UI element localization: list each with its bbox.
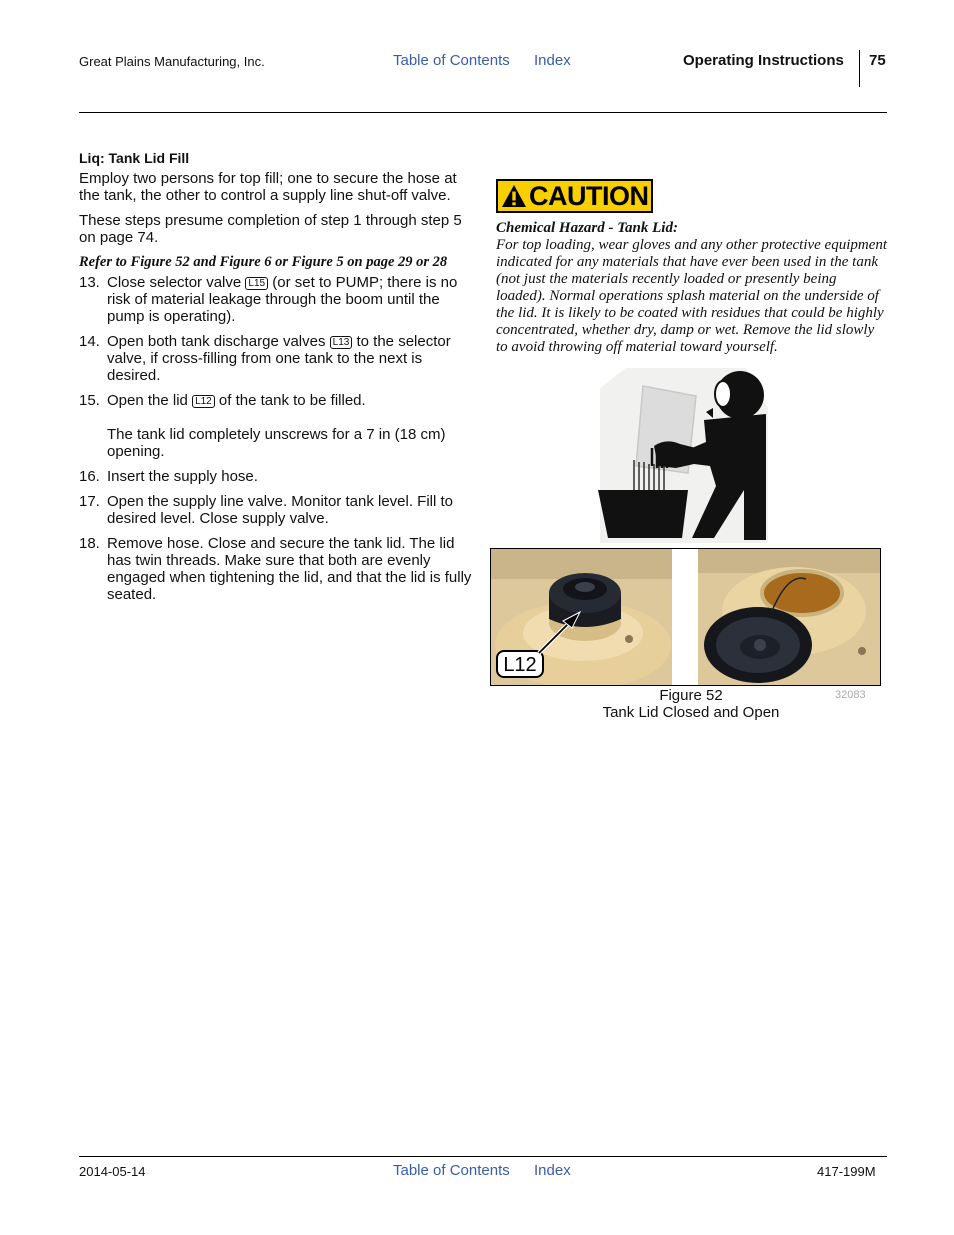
step-text: Remove hose. Close and secure the tank lid. The lid has twin threads. Make sure that both are evenly engaged when tightening the lid, and that the lid is fully seated. [107,535,472,603]
figure-number: Figure 52 [659,687,723,704]
step-13 [79,274,474,325]
figure-reference: Refer to Figure 52 and Figure 6 or Figure 5 on page 29 or 28 [79,254,448,270]
step-text: Open the lid [107,392,193,409]
step-text: to the selector valve, if cross-filling from one tank to the next is desired. [107,333,451,384]
step-16 [79,468,474,485]
step-number: 14. [79,333,100,350]
footer-index-link[interactable]: Index [534,1162,571,1179]
step-17 [79,493,474,527]
step-text: (or set to PUMP; there is no risk of material leakage through the boom until the pump is operating). [107,274,458,325]
footer-toc-link[interactable]: Table of Contents [393,1162,510,1179]
step-18 [79,535,474,603]
header-divider [859,50,860,87]
step-number: 13. [79,274,100,291]
company-name: Great Plains Manufacturing, Inc. [79,54,265,69]
step-number: 16. [79,468,100,485]
step-text: of the tank to be filled. [214,392,366,409]
figure-title: Tank Lid Closed and Open [602,704,780,721]
hazard-message [496,220,888,356]
step-15 [79,392,474,460]
presume-paragraph: These steps presume completion of step 1 through step 5 on page 74. [79,212,462,246]
gloved-person-lid-illustration [596,368,768,543]
callout-tag: L12 [192,395,215,408]
callout-tag: L13 [330,336,353,349]
tank-lid-photos [490,548,881,686]
caution-word: CAUTION [529,180,649,211]
hazard-title: Chemical Hazard - Tank Lid: [496,220,678,236]
header-index-link[interactable]: Index [534,52,571,69]
step-text: Insert the supply hose. [107,468,258,485]
tank-lid-closed-photo [491,549,672,685]
header-toc-link[interactable]: Table of Contents [393,52,510,69]
figure-caption [496,687,886,721]
step-text: Open the supply line valve. Monitor tank level. Fill to desired level. Close supply valve. [107,493,454,527]
header-rule [79,112,887,113]
footer-date: 2014-05-14 [79,1164,146,1179]
section-heading: Liq: Tank Lid Fill [79,150,190,166]
step-number: 15. [79,392,100,409]
step-text: Close selector valve [107,274,246,291]
image-number: 32083 [835,689,866,701]
section-title: Operating Instructions [683,52,844,69]
step-number: 18. [79,535,100,552]
caution-label [496,179,653,213]
hazard-body: For top loading, wear gloves and any other protective equipment indicated for any materials that have ever been used in the tank (not just the materials recently loaded or presently being loaded). Normal operations splash material on the underside of the lid. It is likely to be coated with residues that could be highly concentrated, whether dry, damp or wet. Remove the lid slowly to avoid throwing off material toward yourself. [496,237,888,355]
step-14 [79,333,474,384]
photo-callout-label: L12 [503,654,537,676]
callout-tag: L15 [245,277,268,290]
warning-triangle-icon [501,184,527,208]
step-number: 17. [79,493,100,510]
footer-rule [79,1156,887,1157]
intro-paragraph: Employ two persons for top fill; one to secure the hose at the tank, the other to control a supply line shut-off valve. [79,170,457,204]
instructions-column [79,150,474,611]
step-text: Open both tank discharge valves [107,333,330,350]
page-number: 75 [869,52,886,69]
document-number: 417-199M [817,1164,876,1179]
step-note: The tank lid completely unscrews for a 7 in (18 cm) opening. [107,426,446,460]
tank-lid-open-photo [698,549,881,685]
